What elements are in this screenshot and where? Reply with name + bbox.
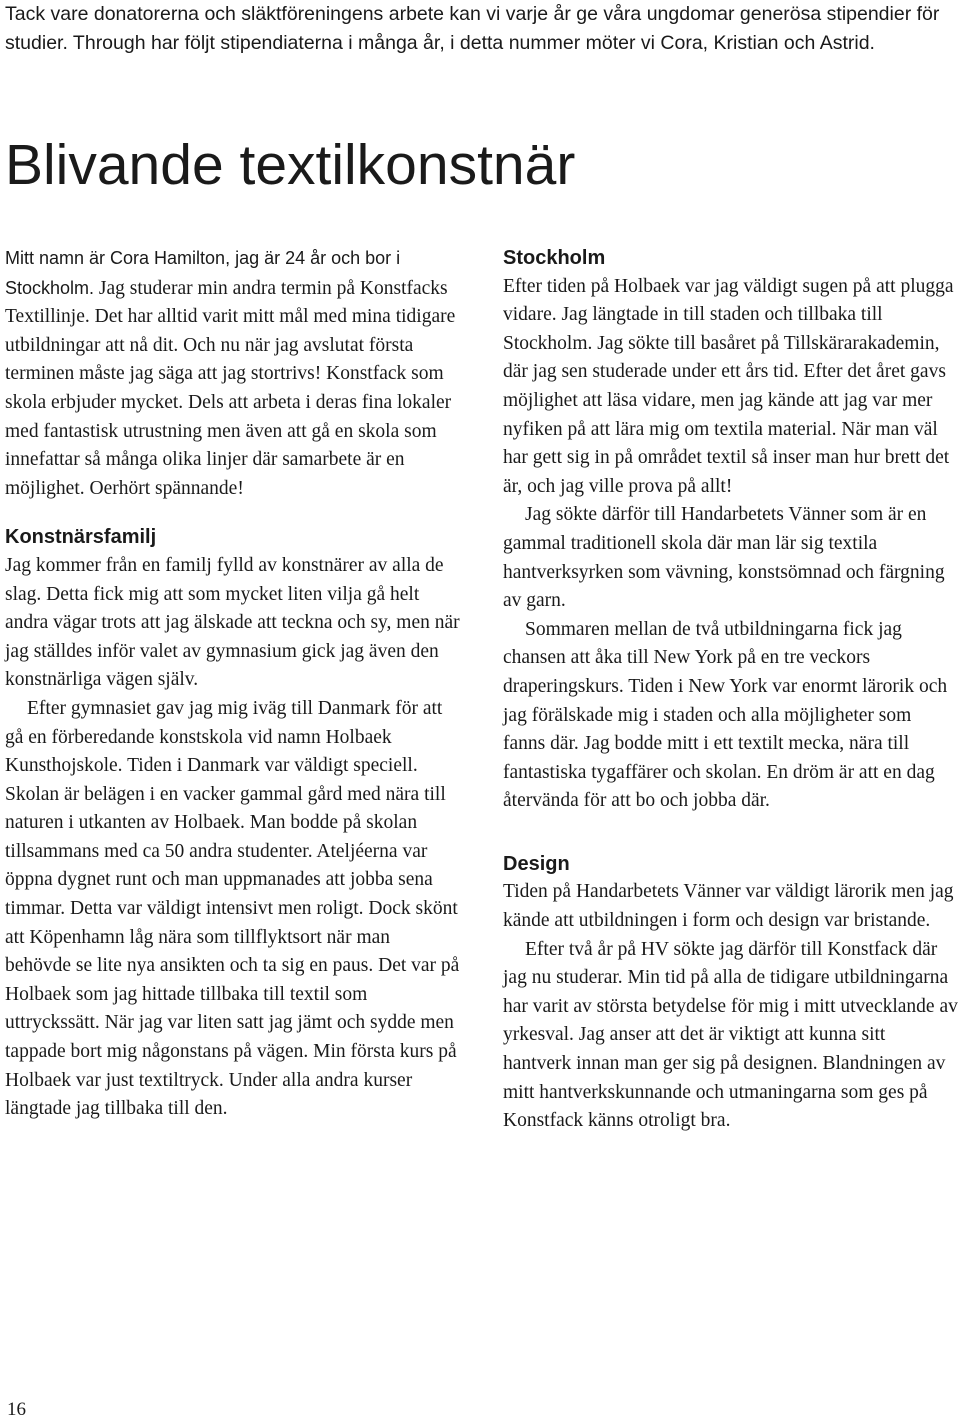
paragraph-new-york: Sommaren mellan de två utbildningarna fick jag chansen att åka till New York på en tre veckors draperingskurs. Tiden i New York var enormt lärorik och jag förälskade mig i staden och alla möjligheter som fanns där. Jag bodde mitt i ett textilt mecka, nära till fantastiska tygaffärer och skolan. En dröm är att en dag återvända för att bo och jobba där.	[503, 618, 948, 812]
paragraph-stockholm: Efter tiden på Holbaek var jag väldigt sugen på att plugga vidare. Jag längtade in till staden och tillbaka till Stockholm. Jag sökte till basåret på Tillskärarakademin, där jag sen studerade under ett års tid. Efter det året gavs möjlighet att läsa vidare, men jag kände att jag var mer nyfiken på att lära mig om textila material. När man väl har gett sig in på området textil så inser man hur brett det är, och jag ville prova på allt!	[503, 275, 954, 497]
paragraph-design: Tiden på Handarbetets Vänner var väldigt lärorik men jag kände att utbildningen i form och design var bristande.	[503, 881, 954, 932]
section-heading-stockholm: Stockholm	[503, 247, 606, 269]
left-column	[5, 244, 460, 1124]
intro-paragraph: Tack vare donatorerna och släktföreningens arbete kan vi varje år ge våra ungdomar generösa stipendier för studier. Through har följt stipendiaterna i många år, i detta nummer möter vi Cora, Kristian och Astrid.	[5, 3, 940, 54]
paragraph-denmark: Efter gymnasiet gav jag mig iväg till Danmark för att gå en förberedande konstskola vid namn Holbaek Kunsthojskole. Tiden i Danmark var väldigt speciell. Skolan är belägen i en vacker gammal gård med nära till naturen i utkanten av Holbaek. Man bodde på skolan tillsammans med ca 50 andra studenter. Ateljéerna var öppna dygnet runt och man uppmanades att jobba sena timmar. Detta var väldigt intensivt men roligt. Dock skönt att Köpenhamn låg nära som tillflyktsort när man behövde se lite nya ansikten och ta sig en paus. Det var på Holbaek som jag hittade tillbaka till textil som uttryckssätt. När jag var liten satt jag jämt och sydde men tappade bort mig någonstans på vägen. Min första kurs på Holbaek var just textiltryck. Under alla andra kurser längtade jag tillbaka till den.	[5, 697, 460, 1120]
section-heading-konstnarsfamilj: Konstnärsfamilj	[5, 526, 157, 549]
article-title: Blivande textilkonstnär	[5, 133, 576, 197]
paragraph-family: Jag kommer från en familj fylld av konstnärer av alla de slag. Detta fick mig att som mycket liten vilja gå helt andra vägar trots att jag älskade att teckna och sy, men när jag ställdes inför valet av gymnasium gick jag även den konstnärliga vägen själv.	[5, 554, 460, 691]
page-number: 16	[7, 1399, 26, 1420]
opening-paragraph-body: Jag studerar min andra termin på Konstfacks Textillinje. Det har alltid varit mitt mål med mina tidigare utbildningar att nå dit. Och nu när jag avslutat första terminen måste jag säga att jag stortrivs! Konstfack som skola erbjuder mycket. Dels att arbeta i deras fina lokaler med fantastisk utrustning men även att gå en skola som innefattar så många olika linjer där samarbete är en möjlighet. Oerhört spännande!	[5, 277, 456, 499]
opening-paragraph	[5, 244, 460, 503]
paragraph-konstfack: Efter två år på HV sökte jag därför till Konstfack där jag nu studerar. Min tid på alla de tidigare utbildningarna har varit av största betydelse för mig i mitt utvecklande av yrkesval. Jag anser att det är viktigt att kunna sitt hantverk innan man ger sig på designen. Blandningen av mitt hantverkskunnande och utmaningarna som ges på Konstfack känns otroligt bra.	[503, 938, 958, 1132]
right-column	[503, 244, 958, 1136]
section-heading-design: Design	[503, 852, 570, 875]
lead-text: Mitt namn är Cora Hamilton, jag är 24 år och bor i Stockholm.	[5, 248, 401, 298]
paragraph-handarbetets: Jag sökte därför till Handarbetets Vänner som är en gammal traditionell skola där man lär sig textila hantverksyrken som vävning, konstsömnad och färgning av garn.	[503, 504, 945, 612]
